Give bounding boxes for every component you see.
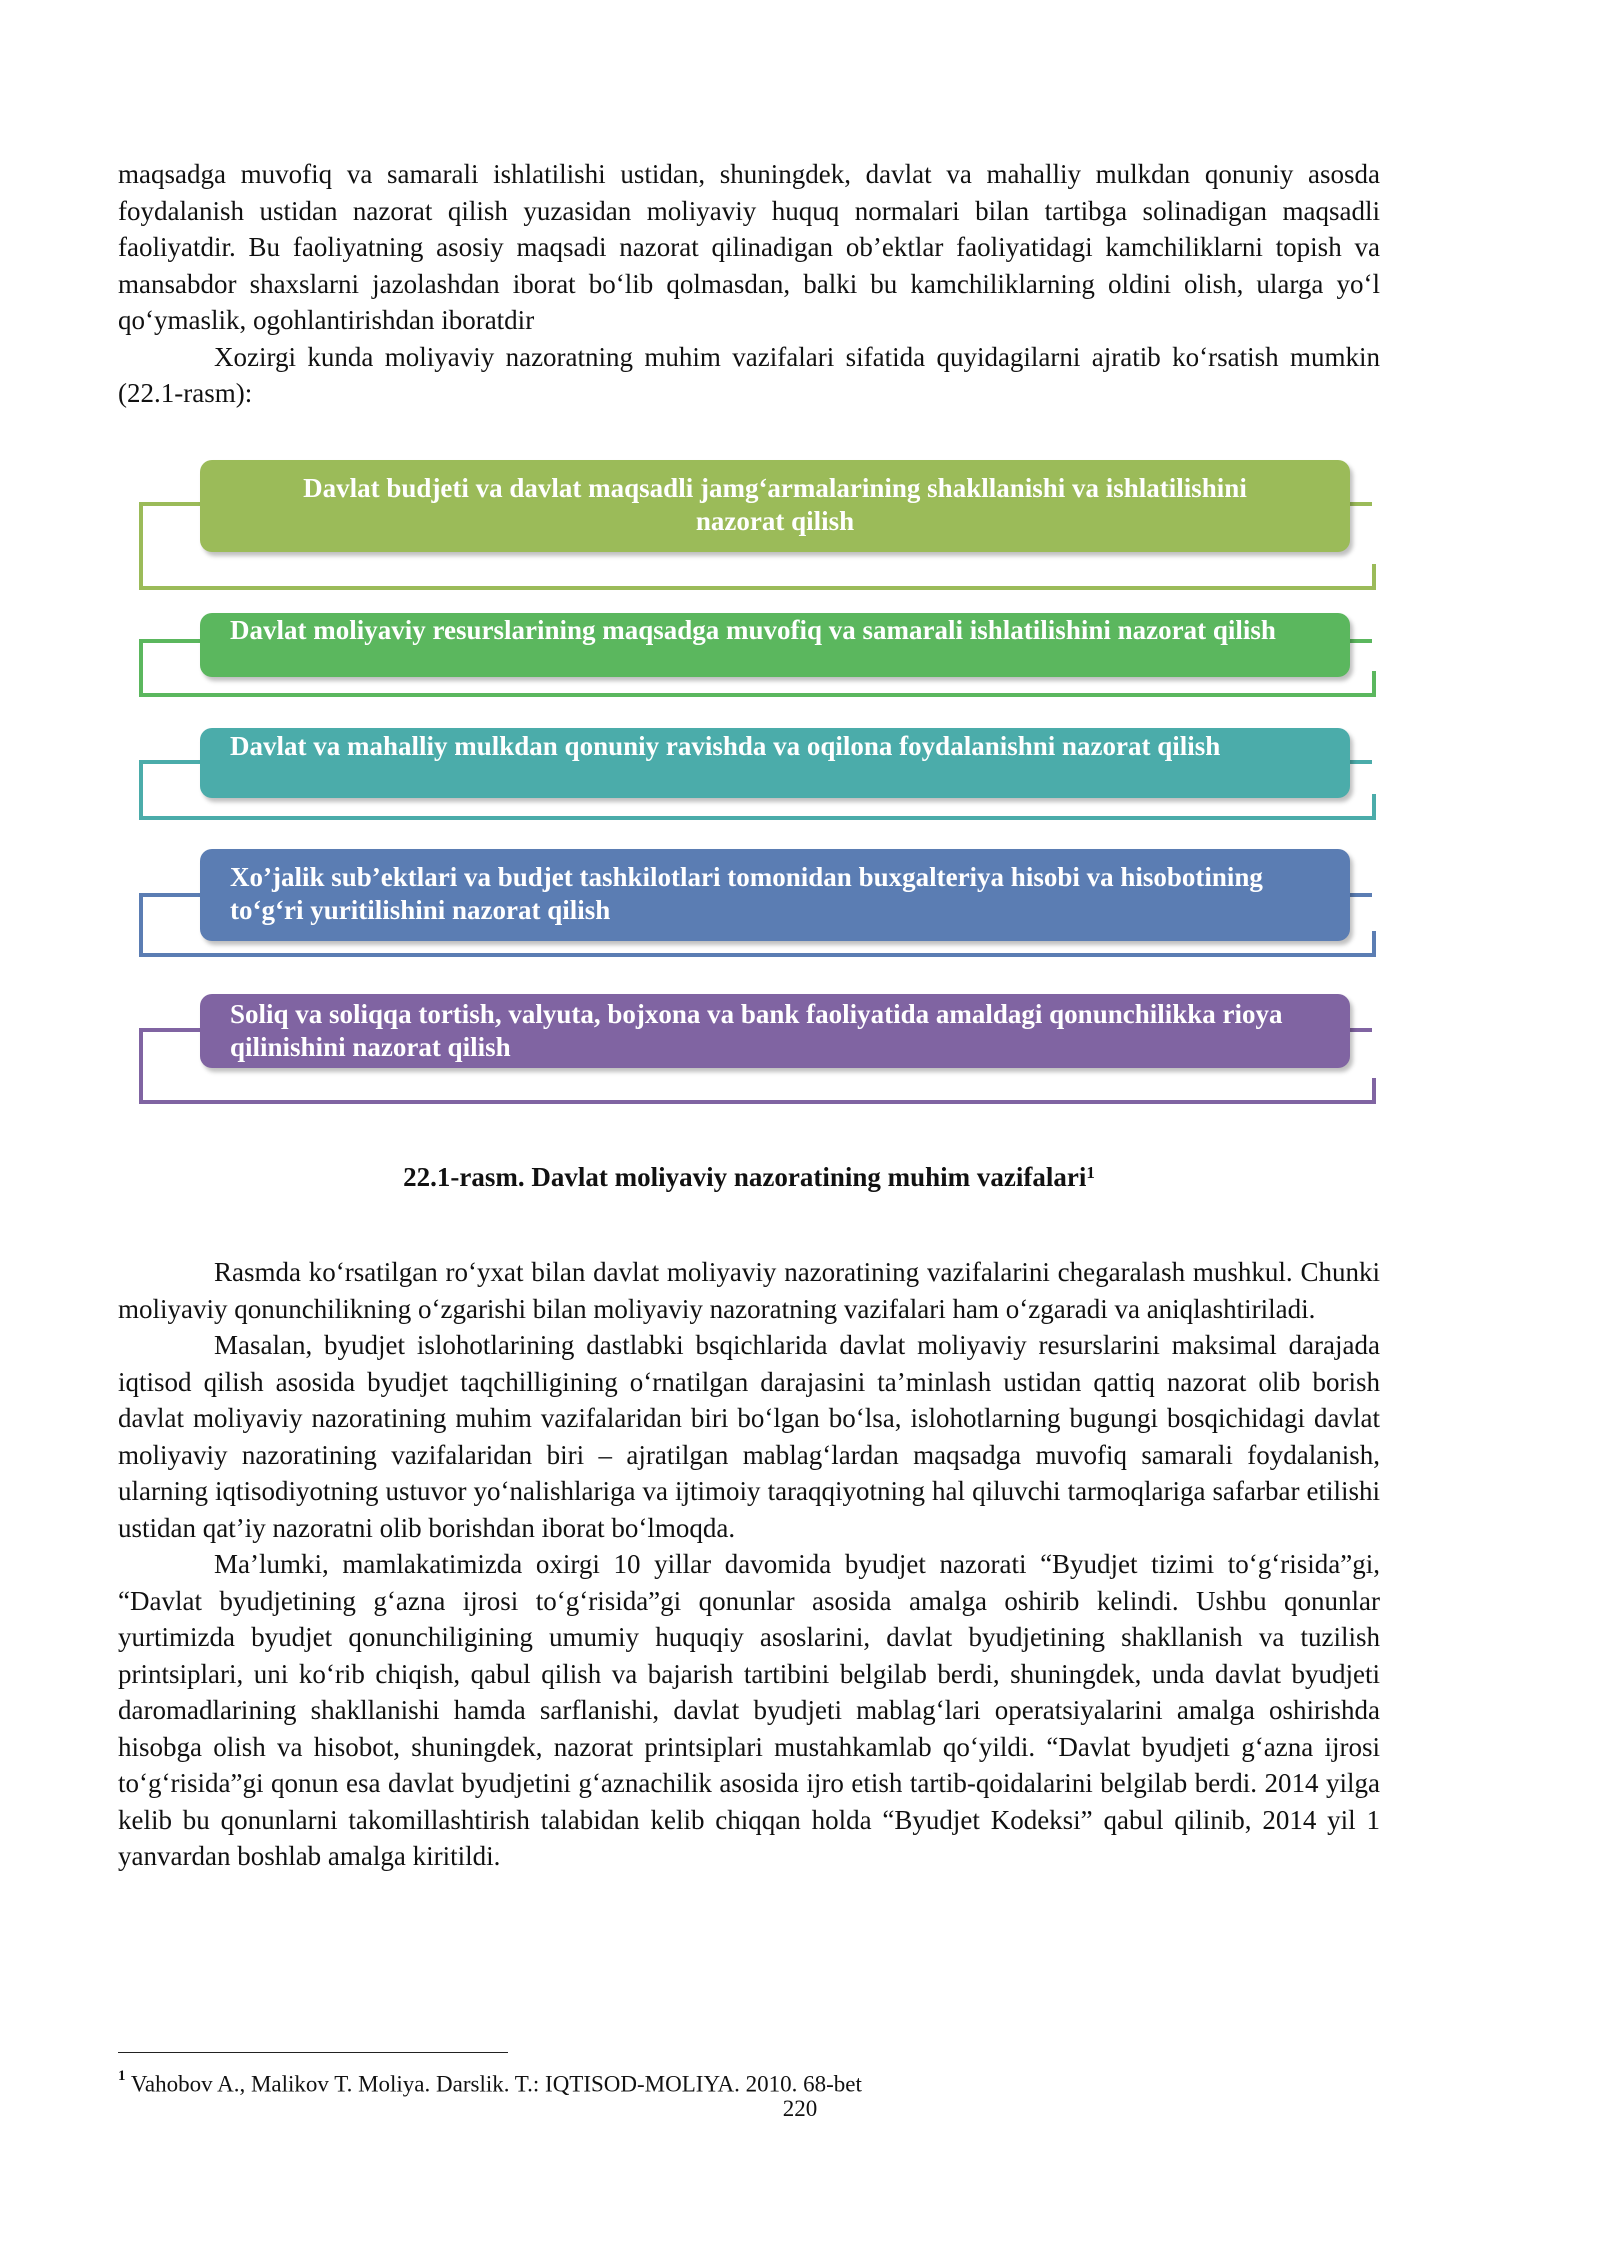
- diagram-box-text: Davlat moliyaviy resurslarining maqsadga muvofiq va samarali ishlatilishini nazorat qilish: [230, 615, 1276, 645]
- diagram-box-text: Xo’jalik sub’ektlari va budjet tashkilotlari tomonidan buxgalteriya hisobi va hisobotining to‘g‘ri yuritilishini nazorat qilish: [230, 862, 1263, 925]
- diagram-box: [200, 460, 1350, 552]
- footnote-reference[interactable]: 1: [1086, 1163, 1095, 1182]
- paragraph-2: Masalan, byudjet islohotlarining dastlabki bsqichlarida davlat moliyaviy resurslarini maksimal darajada iqtisod qilish asosida byudjet taqchilligining o‘rnatilgan darajasini ta’minlash ustidan qattiq nazorat olib borish davlat moliyaviy nazoratining muhim vazifalaridan biri bo‘lgan bo‘lsa, islohotlarning bugungi bosqichidagi davlat moliyaviy nazoratining vazifalaridan biri – ajratilgan mablag‘lardan maqsadga muvofiq samarali foydalanish, ularning iqtisodiyotning ustuvor yo‘nalishlariga va ijtimoiy taraqqiyotning hal qiluvchi tarmoqlariga safarbar etilishi ustidan qat’iy nazoratni olib borishdan iborat bo‘lmoqda.: [118, 1330, 1380, 1543]
- diagram-box-text: Davlat budjeti va davlat maqsadli jamg‘armalarining shakllanishi va ishlatilishini nazorat qilish: [303, 473, 1247, 536]
- paragraph-intro: Xozirgi kunda moliyaviy nazoratning muhim vazifalari sifatida quyidagilarni ajratib ko‘rsatish mumkin (22.1-rasm):: [118, 341, 1380, 408]
- page-number: 220: [782, 2096, 818, 2121]
- footnote-text: Vahobov A., Malikov T. Moliya. Darslik. T.: IQTISOD-MOLIYA. 2010. 68-bet: [130, 2071, 862, 2097]
- figure-caption: [118, 1160, 1380, 1194]
- paragraph-1: Rasmda ko‘rsatilgan ro‘yxat bilan davlat moliyaviy nazoratining vazifalarini chegaralash mushkul. Chunki moliyaviy qonunchilikning o‘zgarishi bilan moliyaviy nazoratning vazifalari ham o‘zgaradi va aniqlashtiriladi.: [118, 1257, 1380, 1324]
- paragraph-3: Ma’lumki, mamlakatimizda oxirgi 10 yillar davomida byudjet nazorati “Byudjet tizimi to‘g‘risida”gi, “Davlat byudjetining g‘azna ijrosi to‘g‘risida”gi qonunlar asosida amalga oshirib kelindi. Ushbu qonunlar yurtimizda byudjet qonunchiligining umumiy huquqiy asoslarini, davlat byudjetining shakllanish va tuzilish printsiplari, uni ko‘rib chiqish, qabul qilish va bajarish tartibini belgilab berdi, shuningdek, unda davlat byudjeti daromadlarining shakllanishi hamda sarflanishi, davlat byudjeti mablag‘lari operatsiyalarini amalga oshirishda hisobga olish va hisobot, shuningdek, nazorat printsiplari mustahkamlab qo‘yildi. “Davlat byudjeti g‘azna ijrosi to‘g‘risida”gi qonun esa davlat byudjetini g‘aznachilik asosida ijro etish tartib-qoidalarini belgilab berdi. 2014 yilga kelib bu qonunlarni takomillashtirish talabidan kelib chiqqan holda “Byudjet Kodeksi” qabul qilinib, 2014 yil 1 yanvardan boshlab amalga kiritildi.: [118, 1549, 1380, 1871]
- paragraph-continuation: maqsadga muvofiq va samarali ishlatilishi ustidan, shuningdek, davlat va mahalliy mulkdan qonuniy asosda foydalanish ustidan nazorat qilish yuzasidan moliyaviy huquq normalari bilan tartibga solinadigan maqsadli faoliyatdir. Bu faoliyatning asosiy maqsadi nazorat qilinadigan ob’ektlar faoliyatidagi kamchiliklarni topish va mansabdor shaxslarni jazolashdan iborat bo‘lib qolmasdan, balki bu kamchiliklarning oldini olish, ularga yo‘l qo‘ymaslik, ogohlantirishdan iboratdir: [118, 159, 1380, 335]
- top-text-block: [118, 156, 1380, 412]
- footnote-mark: 1: [118, 2068, 126, 2084]
- diagram-box: [200, 994, 1350, 1068]
- body-text-block: [118, 1254, 1380, 1875]
- tasks-diagram: [118, 460, 1380, 1100]
- footnote: [118, 2065, 862, 2099]
- diagram-box: [200, 728, 1350, 798]
- diagram-box: [200, 613, 1350, 677]
- diagram-box: [200, 849, 1350, 941]
- figure-caption-text: 22.1-rasm. Davlat moliyaviy nazoratining muhim vazifalari: [403, 1162, 1087, 1192]
- diagram-box-text: Davlat va mahalliy mulkdan qonuniy ravishda va oqilona foydalanishni nazorat qilish: [230, 731, 1221, 761]
- diagram-box-text: Soliq va soliqqa tortish, valyuta, bojxona va bank faoliyatida amaldagi qonunchilikka rioya qilinishini nazorat qilish: [230, 999, 1283, 1062]
- footnote-divider: [118, 2052, 508, 2053]
